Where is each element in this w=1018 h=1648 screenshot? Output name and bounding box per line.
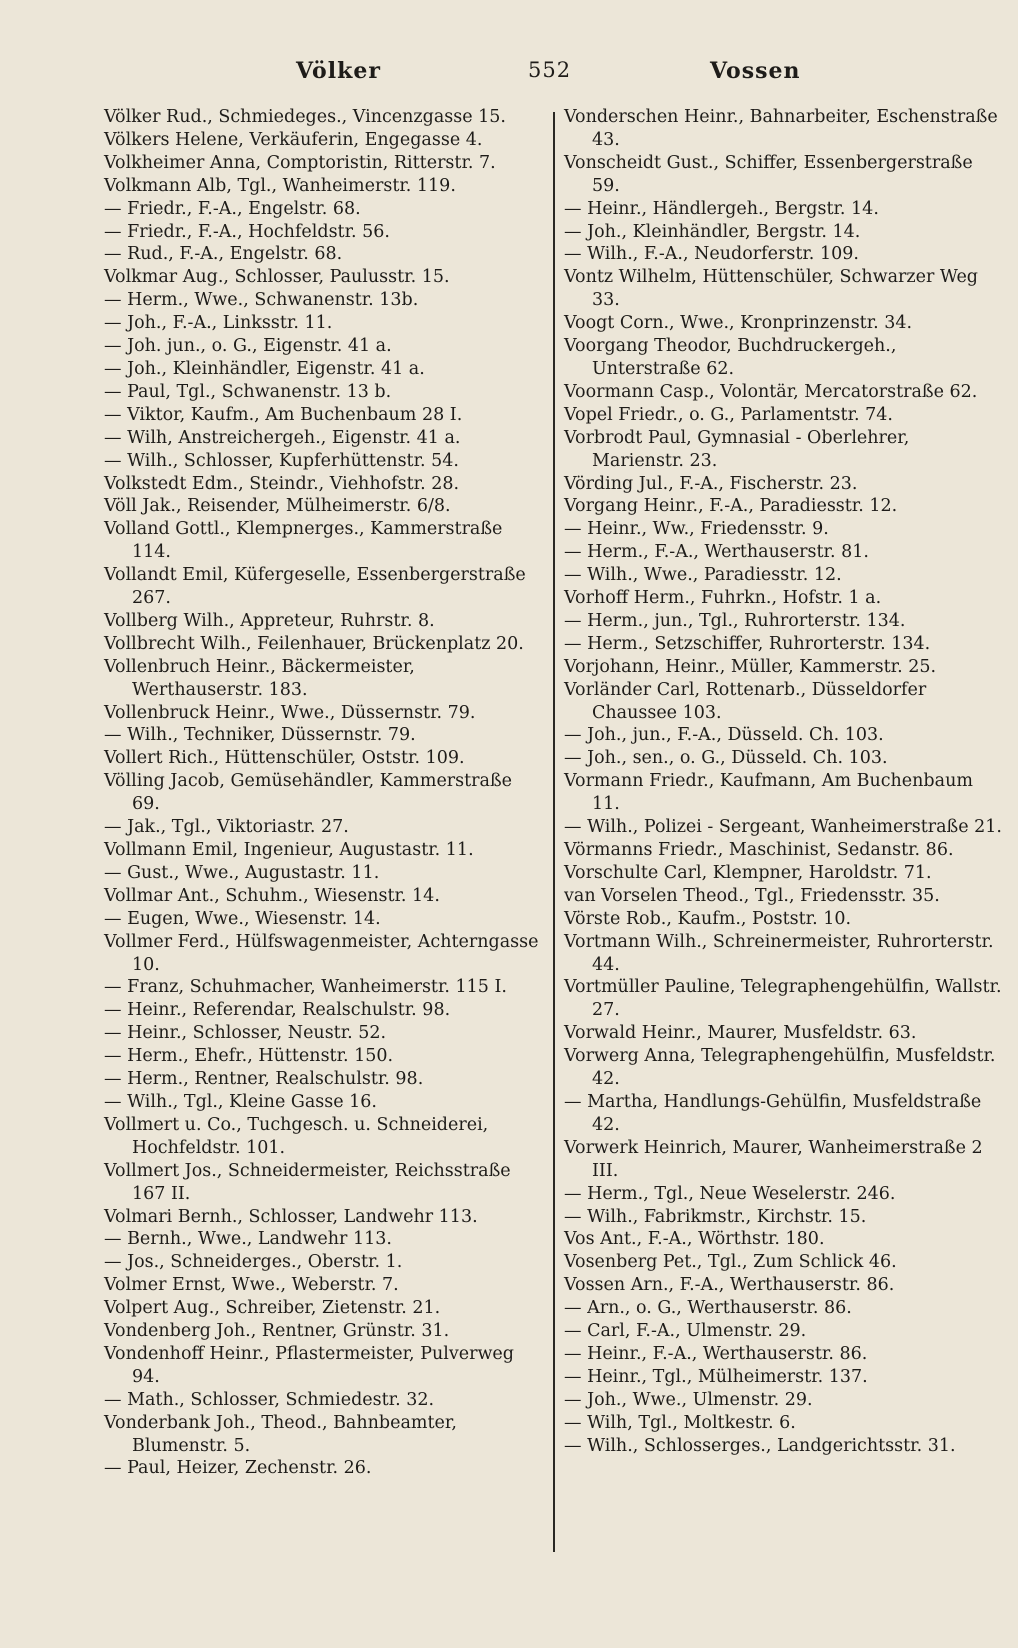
- directory-entry: Vopel Friedr., o. G., Parlamentstr. 74.: [564, 404, 893, 425]
- directory-entry: Vorwald Heinr., Maurer, Musfeldstr. 63.: [564, 1023, 917, 1044]
- directory-entry: — Heinr., F.-A., Werthauserstr. 86.: [564, 1343, 868, 1364]
- directory-entry: — Martha, Handlungs-Gehülfin, Musfeldstraße 42.: [564, 1091, 982, 1135]
- directory-entry: — Franz, Schuhmacher, Wanheimerstr. 115 I.: [104, 977, 507, 998]
- directory-entry: Vollenbruch Heinr., Bäckermeister, Werthauserstr. 183.: [104, 656, 415, 700]
- directory-entry: — Heinr., Ww., Friedensstr. 9.: [564, 519, 829, 540]
- directory-entry: Volkmann Alb, Tgl., Wanheimerstr. 119.: [104, 175, 456, 196]
- directory-entry: Volland Gottl., Klempnerges., Kammerstraße 114.: [104, 519, 503, 563]
- header-left-keyword: Völker: [296, 58, 381, 84]
- directory-entry: — Friedr., F.-A., Engelstr. 68.: [104, 198, 361, 219]
- directory-entry: — Joh., Kleinhändler, Eigenstr. 41 a.: [104, 358, 425, 379]
- directory-entry: — Wilh., Polizei - Sergeant, Wanheimerstraße 21.: [564, 817, 1002, 838]
- directory-entry: — Herm., Ehefr., Hüttenstr. 150.: [104, 1046, 394, 1067]
- running-head: [0, 58, 1018, 98]
- right-column: [564, 106, 1004, 1457]
- directory-entry: — Herm., Tgl., Neue Weselerstr. 246.: [564, 1183, 896, 1204]
- directory-entry: Volpert Aug., Schreiber, Zietenstr. 21.: [104, 1298, 441, 1319]
- directory-entry: Vollandt Emil, Küfergeselle, Essenbergerstraße 267.: [104, 565, 526, 609]
- directory-entry: Vortmüller Pauline, Telegraphengehülfin, Wallstr. 27.: [564, 977, 1002, 1021]
- directory-entry: Volkheimer Anna, Comptoristin, Ritterstr. 7.: [104, 152, 496, 173]
- page-number: 552: [528, 58, 572, 82]
- directory-entry: Völker Rud., Schmiedeges., Vincenzgasse 15.: [104, 107, 506, 127]
- directory-entry: Vortmann Wilh., Schreinermeister, Ruhrorterstr. 44.: [564, 931, 994, 975]
- directory-entry: — Wilh., F.-A., Neudorferstr. 109.: [564, 244, 859, 265]
- directory-entry: Vosenberg Pet., Tgl., Zum Schlick 46.: [564, 1252, 897, 1273]
- directory-entry: — Math., Schlosser, Schmiedestr. 32.: [104, 1389, 435, 1410]
- directory-entry: — Eugen, Wwe., Wiesenstr. 14.: [104, 908, 381, 929]
- directory-entry: Völl Jak., Reisender, Mülheimerstr. 6/8.: [104, 496, 451, 517]
- directory-entry: Vondenhoff Heinr., Pflastermeister, Pulverweg 94.: [104, 1343, 514, 1387]
- directory-entry: — Wilh., Tgl., Kleine Gasse 16.: [104, 1091, 377, 1112]
- directory-entry: — Carl, F.-A., Ulmenstr. 29.: [564, 1321, 807, 1342]
- directory-entry: — Herm., F.-A., Werthauserstr. 81.: [564, 542, 869, 563]
- directory-entry: — Wilh, Tgl., Moltkestr. 6.: [564, 1412, 796, 1433]
- directory-entry: — Rud., F.-A., Engelstr. 68.: [104, 244, 343, 265]
- directory-entry: Voormann Casp., Volontär, Mercatorstraße 62.: [564, 381, 978, 402]
- directory-entry: Vörste Rob., Kaufm., Poststr. 10.: [564, 908, 852, 929]
- directory-entry: Völling Jacob, Gemüsehändler, Kammerstraße 69.: [104, 771, 513, 815]
- directory-entry: Vollenbruck Heinr., Wwe., Düssernstr. 79.: [104, 702, 476, 723]
- directory-entry: Volkstedt Edm., Steindr., Viehhofstr. 28.: [104, 473, 460, 494]
- directory-entry: — Bernh., Wwe., Landwehr 113.: [104, 1229, 392, 1250]
- directory-entry: Vorwerk Heinrich, Maurer, Wanheimerstraße 2 III.: [564, 1137, 983, 1181]
- directory-entry: — Wilh., Techniker, Düssernstr. 79.: [104, 725, 416, 746]
- directory-entry: — Joh. jun., o. G., Eigenstr. 41 a.: [104, 336, 392, 357]
- directory-entry: Vorhoff Herm., Fuhrkn., Hofstr. 1 a.: [564, 588, 882, 609]
- directory-entry: — Joh., sen., o. G., Düsseld. Ch. 103.: [564, 748, 888, 769]
- directory-entry: — Herm., Rentner, Realschulstr. 98.: [104, 1069, 424, 1090]
- column-divider: [553, 112, 555, 1552]
- directory-entry: — Heinr., Referendar, Realschulstr. 98.: [104, 1000, 451, 1021]
- directory-entry: Vollmert Jos., Schneidermeister, Reichsstraße 167 II.: [104, 1160, 511, 1204]
- directory-entry: Vollmert u. Co., Tuchgesch. u. Schneiderei, Hochfeldstr. 101.: [104, 1114, 489, 1158]
- directory-entry: — Heinr., Schlosser, Neustr. 52.: [104, 1023, 387, 1044]
- directory-entry: Vollmar Ant., Schuhm., Wiesenstr. 14.: [104, 885, 440, 906]
- directory-entry: Vörding Jul., F.-A., Fischerstr. 23.: [564, 473, 858, 494]
- left-column: [104, 106, 544, 1480]
- directory-entry: — Paul, Heizer, Zechenstr. 26.: [104, 1458, 372, 1479]
- directory-entry: Vorgang Heinr., F.-A., Paradiesstr. 12.: [564, 496, 898, 517]
- directory-entry: Volkmar Aug., Schlosser, Paulusstr. 15.: [104, 267, 450, 288]
- directory-entry: Voorgang Theodor, Buchdruckergeh., Unterstraße 62.: [564, 336, 897, 379]
- directory-entry: — Herm., Setzschiffer, Ruhrorterstr. 134.: [564, 633, 931, 654]
- directory-entry: Vonscheidt Gust., Schiffer, Essenbergerstraße 59.: [564, 152, 973, 196]
- directory-entry: Volmer Ernst, Wwe., Weberstr. 7.: [104, 1275, 399, 1296]
- directory-entry: — Joh., Kleinhändler, Bergstr. 14.: [564, 221, 861, 242]
- directory-entry: — Herm., jun., Tgl., Ruhrorterstr. 134.: [564, 610, 906, 631]
- directory-entry: — Joh., F.-A., Linksstr. 11.: [104, 313, 333, 334]
- directory-entry: Vollmann Emil, Ingenieur, Augustastr. 11.: [104, 840, 474, 860]
- directory-entry: Vontz Wilhelm, Hüttenschüler, Schwarzer Weg 33.: [564, 267, 979, 311]
- directory-entry: — Wilh., Schlosser, Kupferhüttenstr. 54.: [104, 450, 459, 471]
- directory-entry: — Heinr., Tgl., Mülheimerstr. 137.: [564, 1366, 868, 1387]
- directory-entry: — Joh., Wwe., Ulmenstr. 29.: [564, 1389, 813, 1410]
- directory-entry: — Paul, Tgl., Schwanenstr. 13 b.: [104, 381, 392, 402]
- directory-entry: — Wilh., Fabrikmstr., Kirchstr. 15.: [564, 1206, 867, 1227]
- directory-entry: — Wilh., Schlosserges., Landgerichtsstr. 31.: [564, 1435, 956, 1456]
- directory-entry: Vonderschen Heinr., Bahnarbeiter, Eschenstraße 43.: [564, 107, 998, 150]
- directory-entry: — Wilh, Anstreichergeh., Eigenstr. 41 a.: [104, 427, 461, 448]
- directory-entry: Vollberg Wilh., Appreteur, Ruhrstr. 8.: [104, 610, 435, 631]
- directory-entry: — Joh., jun., F.-A., Düsseld. Ch. 103.: [564, 725, 884, 746]
- directory-entry: Vondenberg Joh., Rentner, Grünstr. 31.: [104, 1321, 450, 1342]
- directory-entry: Vorschulte Carl, Klempner, Haroldstr. 71.: [564, 862, 932, 883]
- directory-entry: Vollbrecht Wilh., Feilenhauer, Brückenplatz 20.: [104, 633, 524, 654]
- directory-entry: — Jos., Schneiderges., Oberstr. 1.: [104, 1252, 403, 1273]
- directory-entry: Vorbrodt Paul, Gymnasial - Oberlehrer, Marienstr. 23.: [564, 427, 910, 471]
- directory-entry: Vorwerg Anna, Telegraphengehülfin, Musfeldstr. 42.: [564, 1046, 996, 1090]
- directory-entry: Vormann Friedr., Kaufmann, Am Buchenbaum 11.: [564, 771, 973, 815]
- directory-entry: Vorjohann, Heinr., Müller, Kammerstr. 25.: [564, 656, 937, 677]
- directory-entry: Vos Ant., F.-A., Wörthstr. 180.: [564, 1229, 825, 1250]
- directory-entry: — Wilh., Wwe., Paradiesstr. 12.: [564, 565, 842, 586]
- directory-entry: Vörmanns Friedr., Maschinist, Sedanstr. 86.: [564, 840, 954, 860]
- header-right-keyword: Vossen: [710, 58, 801, 84]
- directory-entry: Vollmer Ferd., Hülfswagenmeister, Achterngasse 10.: [104, 931, 539, 975]
- directory-entry: Vorländer Carl, Rottenarb., Düsseldorfer Chaussee 103.: [564, 679, 927, 723]
- directory-entry: — Jak., Tgl., Viktoriastr. 27.: [104, 817, 349, 838]
- directory-entry: — Arn., o. G., Werthauserstr. 86.: [564, 1298, 852, 1319]
- directory-entry: Volmari Bernh., Schlosser, Landwehr 113.: [104, 1206, 478, 1227]
- directory-entry: — Heinr., Händlergeh., Bergstr. 14.: [564, 198, 879, 219]
- directory-entry: — Viktor, Kaufm., Am Buchenbaum 28 I.: [104, 404, 463, 425]
- directory-entry: Vollert Rich., Hüttenschüler, Oststr. 109.: [104, 748, 465, 769]
- directory-entry: Voogt Corn., Wwe., Kronprinzenstr. 34.: [564, 313, 913, 334]
- directory-entry: Völkers Helene, Verkäuferin, Engegasse 4.: [104, 129, 483, 150]
- directory-entry: — Friedr., F.-A., Hochfeldstr. 56.: [104, 221, 390, 242]
- directory-entry: van Vorselen Theod., Tgl., Friedensstr. 35.: [564, 885, 940, 906]
- directory-entry: Vonderbank Joh., Theod., Bahnbeamter, Blumenstr. 5.: [104, 1412, 457, 1456]
- directory-entry: Vossen Arn., F.-A., Werthauserstr. 86.: [564, 1275, 895, 1296]
- directory-entry: — Gust., Wwe., Augustastr. 11.: [104, 862, 380, 883]
- directory-entry: — Herm., Wwe., Schwanenstr. 13b.: [104, 290, 419, 311]
